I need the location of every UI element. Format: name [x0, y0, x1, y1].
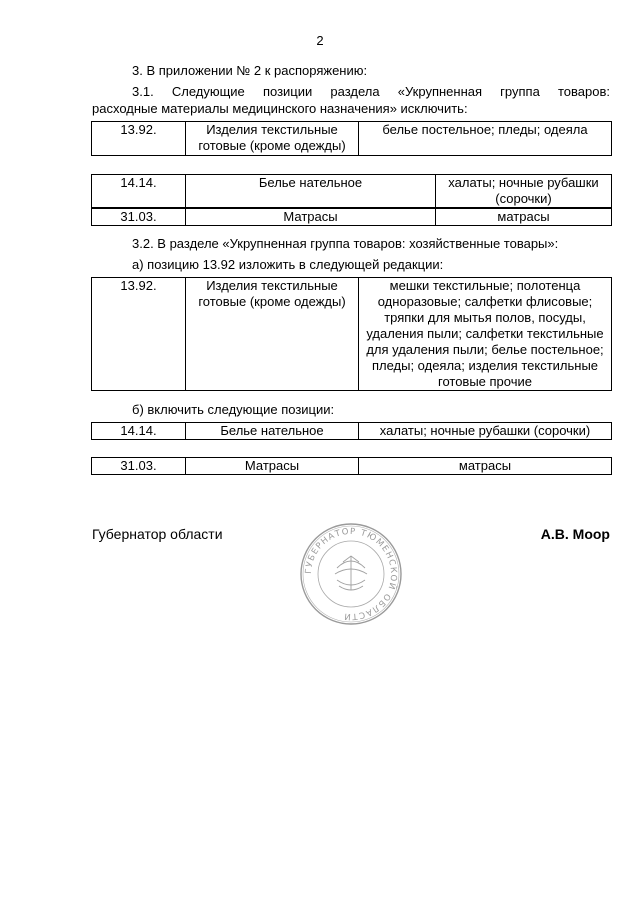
name-cell: Матрасы: [186, 209, 436, 226]
page-number: 2: [316, 33, 324, 48]
table-revised-13-92: [91, 277, 612, 391]
section-3-2-b: б) включить следующие позиции:: [132, 402, 335, 417]
name-cell: Белье нательное: [186, 175, 436, 208]
items-cell: халаты; ночные рубашки (сорочки): [436, 175, 612, 208]
table-row: [92, 423, 612, 440]
code-cell: 13.92.: [92, 122, 186, 156]
table-row: [92, 458, 612, 475]
table-included-14-14: [91, 422, 612, 440]
section-3-2-heading: 3.2. В разделе «Укрупненная группа товаров: хозяйственные товары»:: [132, 236, 559, 251]
code-cell: 31.03.: [92, 209, 186, 226]
seal-text: ГУБЕРНАТОР ТЮМЕНСКОЙ ОБЛАСТИ: [303, 526, 399, 622]
official-seal-icon: [299, 522, 403, 626]
section-3-1-line-2: расходные материалы медицинского назначения» исключить:: [92, 101, 468, 116]
section-3-2-a: а) позицию 13.92 изложить в следующей редакции:: [132, 257, 444, 272]
table-excluded-31-03: [91, 208, 612, 226]
table-row: [92, 209, 612, 226]
section-3-heading: 3. В приложении № 2 к распоряжению:: [132, 63, 368, 78]
section-3-1-line-1: 3.1. Следующие позиции раздела «Укрупненная группа товаров:: [132, 84, 610, 99]
name-cell: Изделия текстильные готовые (кроме одежды): [186, 122, 359, 156]
signatory-position: Губернатор области: [92, 526, 223, 542]
table-row: [92, 175, 612, 208]
items-cell: матрасы: [436, 209, 612, 226]
code-cell: 14.14.: [92, 423, 186, 440]
table-row: [92, 278, 612, 391]
items-cell: матрасы: [359, 458, 612, 475]
table-excluded-13-92: [91, 121, 612, 156]
items-cell: мешки текстильные; полотенца одноразовые; салфетки флисовые; тряпки для мытья полов, посуды, удаления пыли; салфетки текстильные для удаления пыли; белье постельное; пледы; одеяла; изделия текстильные готовые прочие: [359, 278, 612, 391]
name-cell: Матрасы: [186, 458, 359, 475]
signatory-name: А.В. Моор: [540, 526, 610, 542]
code-cell: 31.03.: [92, 458, 186, 475]
table-included-31-03: [91, 457, 612, 475]
items-cell: белье постельное; пледы; одеяла: [359, 122, 612, 156]
name-cell: Белье нательное: [186, 423, 359, 440]
code-cell: 14.14.: [92, 175, 186, 208]
name-cell: Изделия текстильные готовые (кроме одежды): [186, 278, 359, 391]
code-cell: 13.92.: [92, 278, 186, 391]
table-row: [92, 122, 612, 156]
table-excluded-14-14: [91, 174, 612, 208]
items-cell: халаты; ночные рубашки (сорочки): [359, 423, 612, 440]
